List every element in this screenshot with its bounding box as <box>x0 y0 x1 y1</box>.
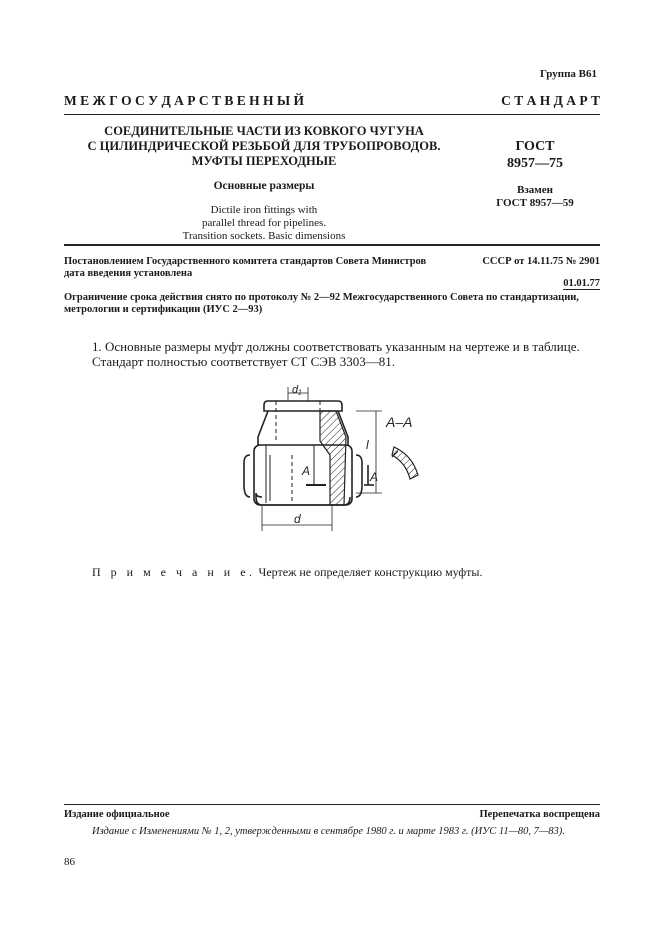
label-d: d <box>294 512 301 526</box>
decree-line-1 <box>64 256 600 268</box>
replaces-number: ГОСТ 8957—59 <box>496 197 574 209</box>
document-subtitle: Основные размеры <box>213 180 315 192</box>
paragraph-2: Стандарт полностью соответствует СТ СЭВ 3303—81. <box>92 354 396 369</box>
title-block-rule <box>64 244 600 246</box>
paragraph-1: 1. Основные размеры муфт должны соответствовать указанным на чертеже и в таблице. <box>92 339 580 354</box>
restriction-note <box>64 292 600 316</box>
banner-word-standard: С Т А Н Д А Р Т <box>501 93 600 108</box>
document-title <box>64 124 464 169</box>
english-title-line-3: Transition sockets. Basic dimensions <box>182 230 346 242</box>
label-a-left: А <box>302 464 311 478</box>
reprint-prohibited: Перепечатка воспрещена <box>479 809 600 820</box>
title-line-1: СОЕДИНИТЕЛЬНЫЕ ЧАСТИ ИЗ КОВКОГО ЧУГУНА <box>104 124 424 138</box>
decree-block <box>64 256 600 280</box>
banner-word-interstate: М Е Ж Г О С У Д А Р С Т В Е Н Н Ы Й <box>64 93 305 108</box>
label-a-right: А <box>370 470 379 484</box>
edition-changes: Издание с Изменениями № 1, 2, утвержденными в сентябре 1980 г. и марте 1983 г. (ИУС 11—80, 7—83). <box>92 826 565 837</box>
english-title-line-1: Dictile iron fittings with <box>210 204 318 216</box>
drawing-note <box>92 565 482 580</box>
gost-number: 8957—75 <box>507 156 563 171</box>
gost-label: ГОСТ <box>515 139 555 154</box>
introduction-date: 01.01.77 <box>563 278 600 289</box>
label-section-aa: А–А <box>386 414 413 430</box>
coupling-drawing-svg <box>236 385 436 537</box>
official-edition: Издание официальное <box>64 809 170 820</box>
title-line-3: МУФТЫ ПЕРЕХОДНЫЕ <box>191 154 337 168</box>
english-title-line-2: parallel thread for pipelines. <box>201 217 326 229</box>
gost-designation <box>470 138 600 172</box>
replaces-label: Взамен <box>517 184 553 196</box>
page-number: 86 <box>64 856 75 868</box>
decree-line-2: дата введения установлена <box>64 268 193 279</box>
header-rule <box>64 114 600 115</box>
english-title <box>64 204 464 243</box>
restriction-line-2: метрологии и сертификации (ИУС 2—93) <box>64 304 263 315</box>
standard-banner <box>64 93 600 109</box>
coupling-drawing <box>236 385 436 542</box>
restriction-line-1: Ограничение срока действия снято по протоколу № 2—92 Межгосударственного Совета по стандартизации, <box>64 292 579 303</box>
note-text: Чертеж не определяет конструкцию муфты. <box>255 565 483 579</box>
decree-number: СССР от 14.11.75 № 2901 <box>482 256 600 267</box>
label-l: l <box>366 438 369 452</box>
footer-rule <box>64 804 600 805</box>
note-label: П р и м е ч а н и е. <box>92 565 256 579</box>
group-code: Группа В61 <box>539 68 597 80</box>
title-line-2: С ЦИЛИНДРИЧЕСКОЙ РЕЗЬБОЙ ДЛЯ ТРУБОПРОВОДОВ. <box>87 139 441 153</box>
decree-text: Постановлением Государственного комитета стандартов Совета Министров <box>64 256 427 267</box>
replaces-block <box>470 184 600 210</box>
label-d1: d₁ <box>292 385 302 396</box>
